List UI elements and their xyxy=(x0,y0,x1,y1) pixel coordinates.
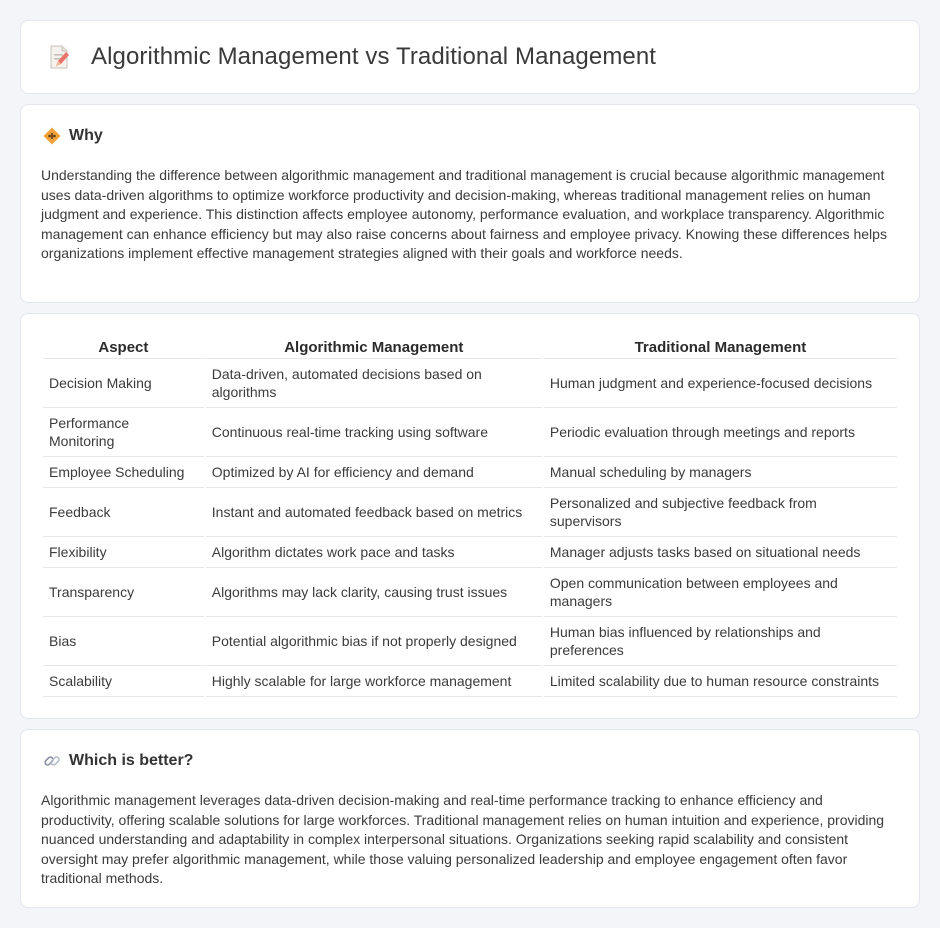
diamond-warning-icon xyxy=(43,127,61,145)
cell-traditional: Limited scalability due to human resource constraints xyxy=(544,666,897,697)
link-icon xyxy=(43,752,61,770)
why-heading: Why xyxy=(69,127,103,144)
table-header-row xyxy=(43,336,897,359)
cell-aspect: Decision Making xyxy=(43,359,204,408)
cell-algorithmic: Instant and automated feedback based on metrics xyxy=(206,488,542,537)
comparison-table-card xyxy=(20,313,920,719)
better-text: Algorithmic management leverages data-driven decision-making and real-time performance tracking to enhance efficiency and productivity, offering scalable solutions for large workforces. Traditional management relies on human intuition and experience, providing nuanced understanding and adaptability in complex interpersonal situations. Organizations seeking rapid scalability and consistent oversight may prefer algorithmic management, while those valuing personalized leadership and employee engagement often favor traditional methods. xyxy=(41,792,885,886)
why-section xyxy=(20,104,920,303)
cell-algorithmic: Potential algorithmic bias if not properly designed xyxy=(206,617,542,666)
table-row xyxy=(43,568,897,617)
cell-algorithmic: Algorithms may lack clarity, causing trust issues xyxy=(206,568,542,617)
header-aspect: Aspect xyxy=(43,336,204,359)
cell-traditional: Periodic evaluation through meetings and reports xyxy=(544,408,897,457)
table-row xyxy=(43,359,897,408)
cell-algorithmic: Continuous real-time tracking using software xyxy=(206,408,542,457)
title-card xyxy=(20,20,920,94)
cell-algorithmic: Data-driven, automated decisions based on algorithms xyxy=(206,359,542,408)
cell-traditional: Open communication between employees and managers xyxy=(544,568,897,617)
table-row xyxy=(43,617,897,666)
document-pen-icon xyxy=(45,43,73,71)
cell-aspect: Performance Monitoring xyxy=(43,408,204,457)
comparison-table xyxy=(41,336,899,697)
cell-aspect: Flexibility xyxy=(43,537,204,568)
cell-traditional: Human judgment and experience-focused decisions xyxy=(544,359,897,408)
cell-traditional: Personalized and subjective feedback from supervisors xyxy=(544,488,897,537)
header-traditional: Traditional Management xyxy=(544,336,897,359)
cell-traditional: Human bias influenced by relationships and preferences xyxy=(544,617,897,666)
cell-traditional: Manager adjusts tasks based on situational needs xyxy=(544,537,897,568)
better-heading: Which is better? xyxy=(69,752,194,769)
table-row xyxy=(43,666,897,697)
table-row xyxy=(43,408,897,457)
cell-aspect: Employee Scheduling xyxy=(43,457,204,488)
cell-aspect: Scalability xyxy=(43,666,204,697)
cell-aspect: Feedback xyxy=(43,488,204,537)
table-row xyxy=(43,537,897,568)
cell-aspect: Transparency xyxy=(43,568,204,617)
cell-algorithmic: Highly scalable for large workforce management xyxy=(206,666,542,697)
cell-algorithmic: Optimized by AI for efficiency and demand xyxy=(206,457,542,488)
table-row xyxy=(43,457,897,488)
table-row xyxy=(43,488,897,537)
why-text: Understanding the difference between algorithmic management and traditional management is crucial because algorithmic management uses data-driven algorithms to optimize workforce productivity and decision-making, whereas traditional management relies on human judgment and experience. This distinction affects employee autonomy, performance evaluation, and workplace transparency. Algorithmic management can enhance efficiency but may also raise concerns about fairness and employee privacy. Knowing these differences helps organizations implement effective management strategies aligned with their goals and workforce needs. xyxy=(41,167,887,261)
which-is-better-section xyxy=(20,729,920,908)
page-title: Algorithmic Management vs Traditional Management xyxy=(91,43,657,70)
header-algorithmic: Algorithmic Management xyxy=(206,336,542,359)
cell-aspect: Bias xyxy=(43,617,204,666)
cell-traditional: Manual scheduling by managers xyxy=(544,457,897,488)
cell-algorithmic: Algorithm dictates work pace and tasks xyxy=(206,537,542,568)
